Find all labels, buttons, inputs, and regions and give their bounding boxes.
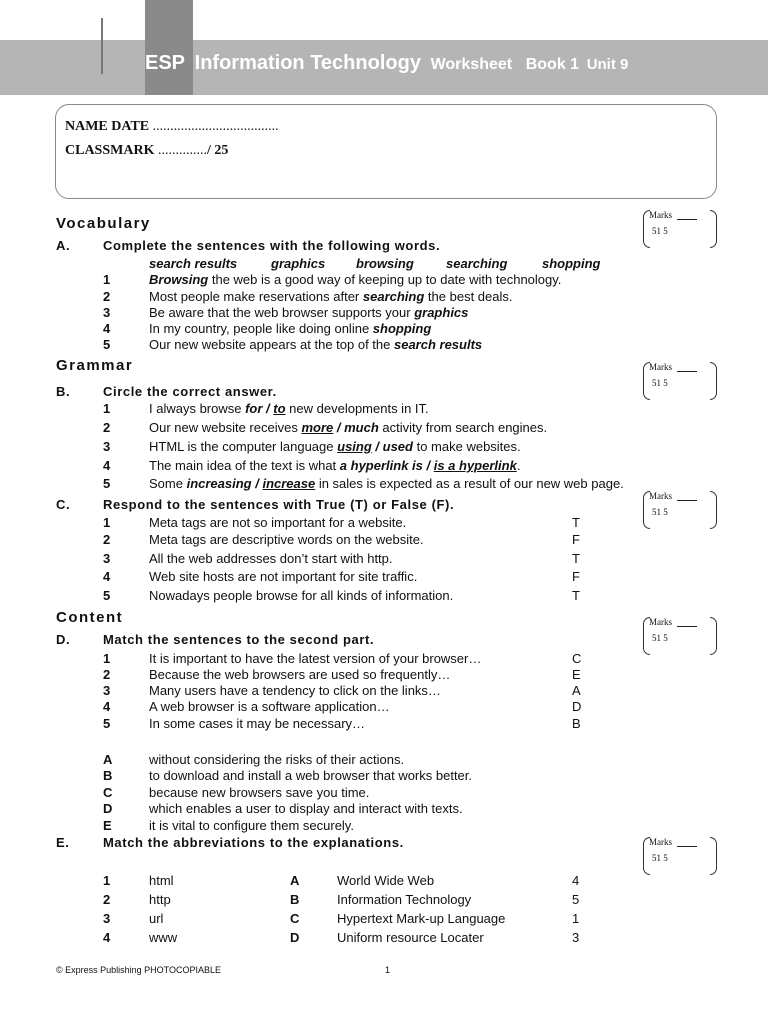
item-number: 2 [103,892,111,907]
option-one: a hyperlink is [339,458,423,473]
sentence-text: HTML is the computer language [149,439,338,454]
match-answer: 3 [572,930,580,945]
sentence [149,272,561,287]
sentence-text: to make websites. [412,439,521,454]
marks-score: 51 5 [652,853,668,863]
marks-score: 51 5 [652,226,668,236]
option-two: used [382,439,413,454]
item-number: 4 [103,458,111,473]
option-separator: / [262,401,274,416]
option-one: more [301,420,334,435]
marks-bracket-right [710,210,717,248]
exercise-e-letter: E. [56,835,70,850]
sentence [149,305,468,320]
item-number: 3 [103,911,111,926]
statement: Web site hosts are not important for site traffic. [149,569,418,584]
sentence-start: Many users have a tendency to click on the links… [149,683,441,698]
match-answer: C [572,651,582,666]
ending-letter: E [103,818,112,833]
header-divider-line [101,18,103,74]
explanation-letter: B [290,892,300,907]
sentence [149,458,520,473]
answer-word: Browsing [149,272,209,287]
sentence-ending: which enables a user to display and interact with texts. [149,801,463,816]
item-number: 5 [103,476,111,491]
answer-word: shopping [372,321,432,336]
match-answer: 5 [572,892,580,907]
word-bank-item: browsing [356,256,414,271]
exercise-e-instruction: Match the abbreviations to the explanations. [103,835,404,850]
item-number: 2 [103,667,111,682]
exercise-a-letter: A. [56,238,71,253]
marks-blank-line [677,371,697,372]
abbreviation: www [149,930,178,945]
explanation: Hypertext Mark-up Language [337,911,506,926]
item-number: 4 [103,930,111,945]
item-number: 3 [103,551,111,566]
section-content: Content [56,609,124,626]
item-number: 1 [103,651,111,666]
item-number: 3 [103,305,111,320]
item-number: 5 [103,716,111,731]
name-date-line [65,119,279,135]
exercise-d-instruction: Match the sentences to the second part. [103,632,375,647]
item-number: 4 [103,321,111,336]
sentence-text: new developments in IT. [285,401,429,416]
sentence-text: I always browse [149,401,246,416]
sentence [149,337,482,352]
worksheet-title [145,52,628,82]
match-answer: B [572,716,581,731]
abbreviation: http [149,892,171,907]
statement: All the web addresses don’t start with http. [149,551,393,566]
ending-letter: A [103,752,113,767]
sentence-text: Most people make reservations after [149,289,363,304]
explanation-letter: A [290,873,300,888]
sentence-ending: it is vital to configure them securely. [149,818,354,833]
true-false-answer: T [572,551,580,566]
option-one: using [337,439,372,454]
marks-blank-line [677,500,697,501]
option-separator: / [251,476,263,491]
match-answer: D [572,699,582,714]
abbreviation: html [149,873,174,888]
marks-blank-line [677,626,697,627]
sentence [149,420,547,435]
option-one: for [245,401,263,416]
footer-copyright: © Express Publishing PHOTOCOPIABLE [56,965,222,975]
item-number: 3 [103,439,111,454]
marks-bracket-right [710,837,717,875]
name-date-dots: .................................... [152,119,279,134]
ending-letter: D [103,801,113,816]
word-bank-item: searching [446,256,508,271]
statement: Meta tags are not so important for a website. [149,515,407,530]
title-esp: ESP [145,52,186,74]
item-number: 2 [103,532,111,547]
sentence [149,401,429,416]
sentence [149,439,521,454]
true-false-answer: F [572,569,580,584]
sentence-start: Because the web browsers are used so frequently… [149,667,451,682]
option-separator: / [333,420,345,435]
item-number: 4 [103,569,111,584]
marks-box [643,362,717,402]
item-number: 2 [103,420,111,435]
ending-letter: C [103,785,113,800]
explanation: Information Technology [337,892,472,907]
true-false-answer: T [572,515,580,530]
sentence-text: Some [149,476,187,491]
exercise-c-letter: C. [56,497,71,512]
item-number: 3 [103,683,111,698]
abbreviation: url [149,911,164,926]
answer-word: graphics [414,305,469,320]
sentence-text: in sales is expected as a result of our new web page. [315,476,624,491]
sentence-start: A web browser is a software application… [149,699,390,714]
match-answer: A [572,683,581,698]
title-book: Book 1 [525,56,580,73]
word-bank-item: shopping [542,256,601,271]
sentence-ending: to download and install a web browser that works better. [149,768,473,783]
item-number: 5 [103,588,111,603]
sentence-ending: because new browsers save you time. [149,785,370,800]
match-answer: 1 [572,911,580,926]
match-answer: E [572,667,581,682]
sentence-text: The main idea of the text is what [149,458,340,473]
title-worksheet: Worksheet [430,56,513,73]
exercise-b-letter: B. [56,384,71,399]
name-date-label: NAME DATE [65,119,150,134]
option-separator: / [422,458,434,473]
true-false-answer: F [572,532,580,547]
ending-letter: B [103,768,113,783]
classmark-dots: .............. [157,143,207,158]
option-separator: / [371,439,383,454]
exercise-d-letter: D. [56,632,71,647]
marks-label: Marks [649,210,672,220]
option-two: is a hyperlink [433,458,517,473]
answer-word: search results [393,337,483,352]
statement: Meta tags are descriptive words on the website. [149,532,424,547]
sentence-text: . [516,458,521,473]
explanation: Uniform resource Locater [337,930,484,945]
word-bank-item: graphics [271,256,326,271]
marks-blank-line [677,846,697,847]
sentence-text: Be aware that the web browser supports your [149,305,415,320]
marks-box [643,210,717,250]
item-number: 1 [103,873,111,888]
marks-box [643,617,717,657]
item-number: 1 [103,272,111,287]
sentence-text: activity from search engines. [378,420,548,435]
marks-bracket-right [710,491,717,529]
marks-label: Marks [649,491,672,501]
sentence-start: In some cases it may be necessary… [149,716,366,731]
option-two: to [273,401,286,416]
marks-score: 51 5 [652,633,668,643]
item-number: 1 [103,515,111,530]
marks-box [643,837,717,877]
option-one: increasing [186,476,252,491]
classmark-line [65,143,228,159]
marks-score: 51 5 [652,507,668,517]
explanation-letter: D [290,930,300,945]
exercise-c-instruction: Respond to the sentences with True (T) or False (F). [103,497,455,512]
option-two: increase [262,476,316,491]
marks-bracket-right [710,617,717,655]
marks-score: 51 5 [652,378,668,388]
sentence-text: Our new website receives [149,420,302,435]
section-vocabulary: Vocabulary [56,215,151,232]
sentence [149,476,624,491]
section-grammar: Grammar [56,357,134,374]
marks-box [643,491,717,531]
sentence-text: the web is a good way of keeping up to date with technology. [208,272,562,287]
explanation: World Wide Web [337,873,435,888]
classmark-label: CLASSMARK [65,143,155,158]
item-number: 2 [103,289,111,304]
word-bank-item: search results [149,256,238,271]
explanation-letter: C [290,911,300,926]
sentence-start: It is important to have the latest version of your browser… [149,651,482,666]
sentence-ending: without considering the risks of their actions. [149,752,405,767]
marks-bracket-right [710,362,717,400]
word-bank [0,256,768,272]
exercise-a-instruction: Complete the sentences with the following words. [103,238,441,253]
statement: Nowadays people browse for all kinds of information. [149,588,454,603]
item-number: 5 [103,337,111,352]
marks-label: Marks [649,617,672,627]
title-subject: Information Technology [194,52,421,74]
marks-label: Marks [649,837,672,847]
sentence [149,289,512,304]
item-number: 1 [103,401,111,416]
true-false-answer: T [572,588,580,603]
sentence [149,321,431,336]
answer-word: searching [362,289,425,304]
classmark-total: / 25 [206,143,229,158]
item-number: 4 [103,699,111,714]
sentence-text: In my country, people like doing online [149,321,373,336]
sentence-text: Our new website appears at the top of the [149,337,394,352]
footer-page-number: 1 [385,965,391,975]
marks-blank-line [677,219,697,220]
option-two: much [344,420,379,435]
marks-label: Marks [649,362,672,372]
exercise-b-instruction: Circle the correct answer. [103,384,277,399]
match-answer: 4 [572,873,580,888]
title-unit: Unit 9 [586,56,629,73]
sentence-text: the best deals. [424,289,513,304]
